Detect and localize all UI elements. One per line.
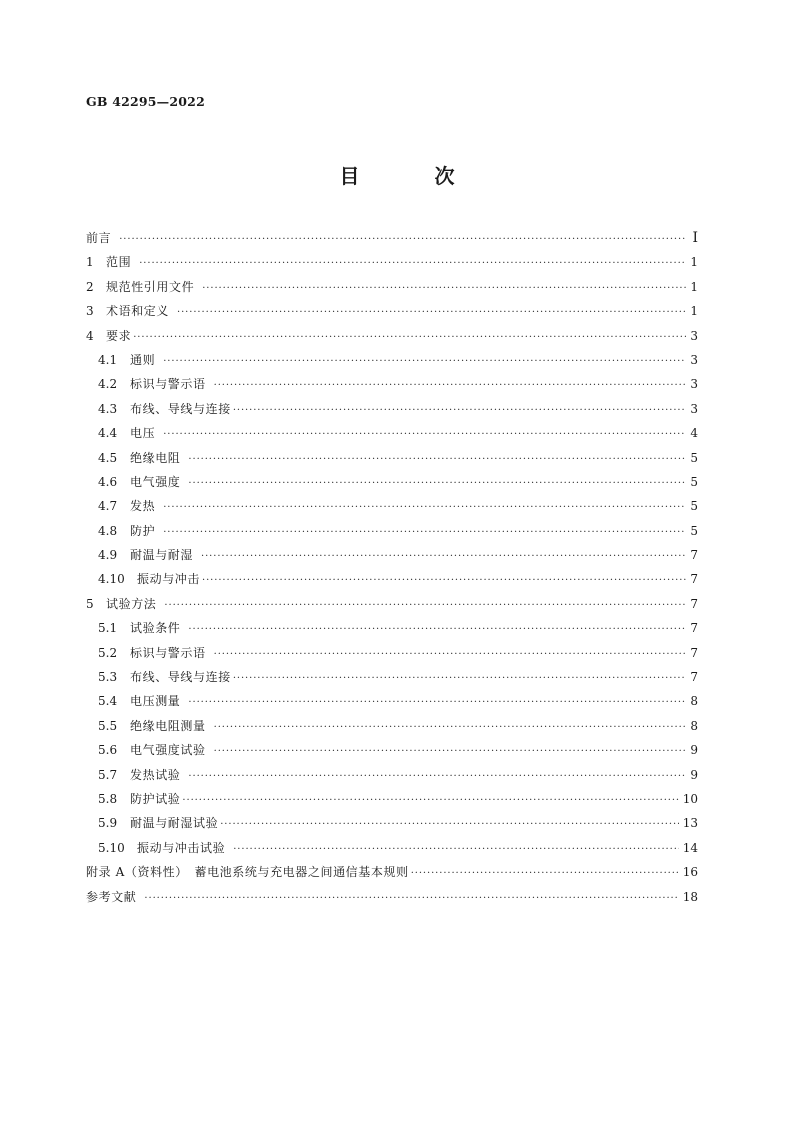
- toc-entry-page: 9: [690, 743, 698, 758]
- toc-entry-page: 9: [690, 767, 698, 782]
- toc-entry-page: 18: [682, 889, 698, 904]
- toc-entry-number: 4.5: [98, 450, 118, 465]
- toc-entry-title: 范围: [106, 255, 132, 270]
- toc-entry-title: 要求: [106, 328, 132, 343]
- toc-leader-dots: [144, 887, 678, 911]
- toc-entry-number: 4: [86, 328, 94, 343]
- toc-leader-dots: [214, 374, 686, 398]
- toc-entry-page: 1: [690, 255, 698, 270]
- toc-entry-page: 14: [682, 840, 698, 855]
- toc-entry-page: 5: [690, 523, 698, 538]
- toc-leader-dots: [188, 618, 686, 642]
- toc-entry-number: 4.10: [98, 572, 125, 587]
- toc-entry[interactable]: [86, 275, 698, 299]
- toc-entry[interactable]: [86, 811, 698, 835]
- toc-entry-title: 发热试验: [130, 767, 181, 782]
- toc-entry-title: 振动与冲击: [137, 572, 201, 587]
- toc-entry-number: 1: [86, 255, 94, 270]
- toc-entry-title: 试验方法: [106, 596, 157, 611]
- toc-entry-title: 标识与警示语: [130, 645, 206, 660]
- toc-leader-dots: [220, 813, 679, 837]
- toc-entry-title: 通则: [130, 352, 156, 367]
- toc-entry[interactable]: [86, 421, 698, 445]
- toc-leader-dots: [214, 643, 686, 667]
- toc-entry-page: 8: [690, 694, 698, 709]
- toc-entry-page: 1: [690, 279, 698, 294]
- toc-entry-number: 5.8: [98, 791, 118, 806]
- toc-leader-dots: [177, 301, 686, 325]
- toc-entry[interactable]: [86, 543, 698, 567]
- toc-entry[interactable]: [86, 250, 698, 274]
- toc-entry-title: 防护试验: [130, 791, 181, 806]
- toc-leader-dots: [202, 277, 686, 301]
- toc-leader-dots: [182, 789, 678, 813]
- toc-entry-page: 3: [690, 401, 698, 416]
- page-title: 目 次: [339, 164, 489, 188]
- toc-entry-number: 3: [86, 304, 94, 319]
- toc-entry-page: 1: [690, 304, 698, 319]
- toc-entry-title: 前言: [86, 231, 112, 245]
- toc-leader-dots: [411, 862, 679, 886]
- toc-entry[interactable]: [86, 763, 698, 787]
- toc-entry-page: 7: [690, 621, 698, 636]
- toc-entry[interactable]: [86, 885, 698, 909]
- toc-entry-page: 7: [690, 572, 698, 587]
- toc-entry[interactable]: [86, 714, 698, 738]
- toc-entry-number: 5.10: [98, 840, 125, 855]
- toc-entry-title: 发热: [130, 499, 156, 514]
- toc-leader-dots: [139, 252, 686, 276]
- toc-entry[interactable]: [86, 616, 698, 640]
- toc-entry[interactable]: [86, 567, 698, 591]
- toc-entry-number: 5.4: [98, 694, 118, 709]
- toc-leader-dots: [202, 569, 686, 593]
- toc-entry[interactable]: [86, 494, 698, 518]
- toc-entry-title: 试验条件: [130, 621, 181, 636]
- toc-entry-number: 4.1: [98, 352, 118, 367]
- toc-entry-title: 振动与冲击试验: [137, 840, 226, 855]
- toc-entry[interactable]: [86, 519, 698, 543]
- toc-entry-title: 绝缘电阻: [130, 450, 181, 465]
- toc-leader-dots: [214, 740, 686, 764]
- toc-entry-title: 布线、导线与连接: [130, 401, 231, 416]
- toc-entry-title: 布线、导线与连接: [130, 670, 231, 685]
- toc-entry-title: 参考文献: [86, 889, 137, 904]
- toc-leader-dots: [214, 716, 686, 740]
- toc-entry-page: 3: [690, 352, 698, 367]
- toc-entry-number: 5.9: [98, 816, 118, 831]
- toc-entry[interactable]: [86, 372, 698, 396]
- toc-entry-page: 7: [690, 548, 698, 563]
- toc-leader-dots: [233, 399, 686, 423]
- document-code: GB 42295—2022: [86, 94, 205, 109]
- toc-entry-page: 7: [690, 596, 698, 611]
- toc-entry-title: 电压: [130, 426, 156, 441]
- toc-entry[interactable]: [86, 470, 698, 494]
- toc-entry-title: 术语和定义: [106, 304, 170, 319]
- toc-entry[interactable]: [86, 665, 698, 689]
- toc-entry-title: 绝缘电阻测量: [130, 718, 206, 733]
- toc-entry-page: 3: [690, 328, 698, 343]
- toc-entry[interactable]: [86, 689, 698, 713]
- toc-entry-page: 8: [690, 718, 698, 733]
- toc-entry-number: 4.6: [98, 474, 118, 489]
- toc-leader-dots: [188, 765, 686, 789]
- toc-entry-number: 4.4: [98, 426, 118, 441]
- toc-entry-title: 耐温与耐湿: [130, 548, 194, 563]
- toc-entry-title: 附录 A（资料性） 蓄电池系统与充电器之间通信基本规则: [86, 865, 409, 880]
- toc-leader-dots: [233, 838, 679, 862]
- toc-leader-dots: [133, 326, 686, 350]
- toc-entry[interactable]: [86, 738, 698, 762]
- toc-entry[interactable]: [86, 446, 698, 470]
- toc-entry-page: I: [692, 230, 698, 246]
- toc-entry[interactable]: [86, 348, 698, 372]
- toc-entry-number: 5.7: [98, 767, 118, 782]
- toc-leader-dots: [164, 594, 686, 618]
- toc-entry-page: 7: [690, 645, 698, 660]
- toc-entry-number: 4.2: [98, 377, 118, 392]
- toc-entry-page: 5: [690, 450, 698, 465]
- toc-entry[interactable]: [86, 226, 698, 250]
- toc-entry-title: 标识与警示语: [130, 377, 206, 392]
- toc-leader-dots: [163, 350, 686, 374]
- toc-entry[interactable]: [86, 641, 698, 665]
- toc-leader-dots: [201, 545, 686, 569]
- toc-entry-page: 4: [690, 426, 698, 441]
- toc-entry[interactable]: [86, 299, 698, 323]
- toc-entry-number: 5: [86, 596, 94, 611]
- toc-entry-page: 5: [690, 499, 698, 514]
- toc-entry[interactable]: [86, 836, 698, 860]
- toc-entry-number: 4.3: [98, 401, 118, 416]
- toc-leader-dots: [188, 448, 686, 472]
- toc-entry[interactable]: [86, 860, 698, 884]
- toc-leader-dots: [119, 228, 686, 252]
- toc-entry-title: 规范性引用文件: [106, 279, 195, 294]
- toc-leader-dots: [188, 472, 686, 496]
- toc-entry-number: 5.5: [98, 718, 118, 733]
- toc-entry-page: 5: [690, 474, 698, 489]
- toc-entry[interactable]: [86, 787, 698, 811]
- toc-leader-dots: [163, 423, 686, 447]
- toc-entry-number: 4.9: [98, 548, 118, 563]
- toc-entry-number: 4.8: [98, 523, 118, 538]
- toc-entry-page: 10: [682, 791, 698, 806]
- toc-entry-page: 13: [682, 816, 698, 831]
- toc-entry-page: 3: [690, 377, 698, 392]
- toc-entry[interactable]: [86, 592, 698, 616]
- toc-entry-title: 电压测量: [130, 694, 181, 709]
- toc-entry-page: 7: [690, 670, 698, 685]
- toc-leader-dots: [233, 667, 686, 691]
- toc-entry-title: 耐温与耐湿试验: [130, 816, 219, 831]
- toc-entry-title: 防护: [130, 523, 156, 538]
- toc-entry[interactable]: [86, 324, 698, 348]
- table-of-contents: [86, 226, 698, 909]
- toc-entry-title: 电气强度试验: [130, 743, 206, 758]
- toc-entry-number: 4.7: [98, 499, 118, 514]
- toc-leader-dots: [188, 691, 686, 715]
- toc-entry[interactable]: [86, 397, 698, 421]
- toc-entry-number: 5.3: [98, 670, 118, 685]
- toc-entry-number: 2: [86, 279, 94, 294]
- toc-entry-number: 5.6: [98, 743, 118, 758]
- toc-leader-dots: [163, 521, 686, 545]
- toc-leader-dots: [163, 496, 686, 520]
- toc-entry-number: 5.1: [98, 621, 118, 636]
- toc-entry-number: 5.2: [98, 645, 118, 660]
- toc-entry-title: 电气强度: [130, 474, 181, 489]
- toc-entry-page: 16: [682, 865, 698, 880]
